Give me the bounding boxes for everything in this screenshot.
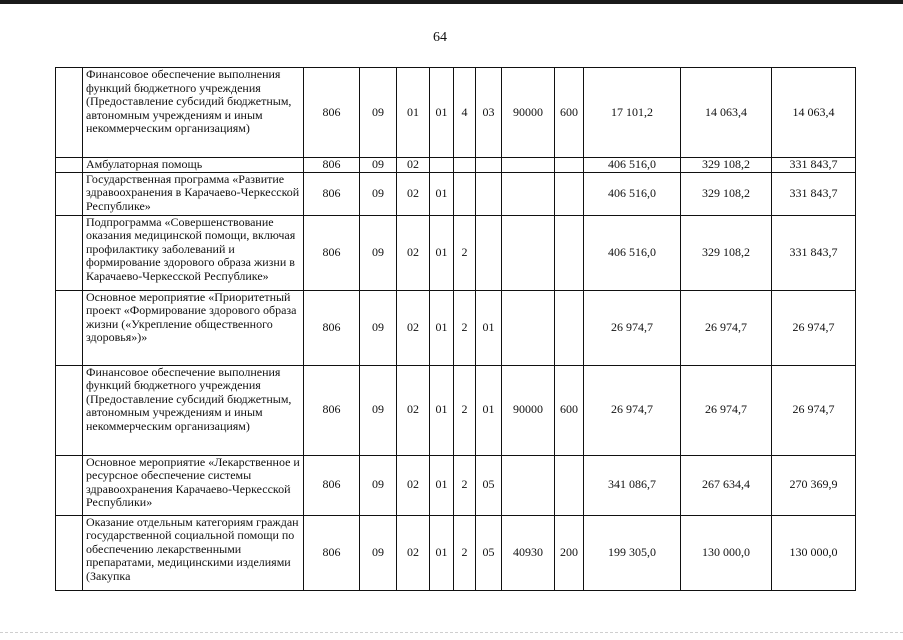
- subprogram-code-cell: 2: [454, 515, 476, 590]
- expense-type-cell: 200: [555, 515, 584, 590]
- direction-code-cell: 90000: [502, 365, 555, 455]
- row-name-cell: Подпрограмма «Совершенствование оказания медицинской помощи, включая профилактику заболеваний и формирование здорового образа жизни в Карачаево-Черкесской Республике»: [83, 215, 304, 290]
- ministry-code-cell: 806: [304, 68, 360, 158]
- row-name-cell: Финансовое обеспечение выполнения функций бюджетного учреждения (Предоставление субсидий бюджетным, автономным учреждениям и иным некоммерческим организациям): [83, 365, 304, 455]
- subsection-code-cell: 02: [397, 215, 430, 290]
- expense-type-cell: [555, 158, 584, 173]
- section-code-cell: 09: [360, 290, 397, 365]
- program-code-cell: 01: [430, 455, 454, 515]
- subsection-code-cell: 02: [397, 290, 430, 365]
- subprogram-code-cell: 2: [454, 290, 476, 365]
- row-number-cell: [56, 158, 83, 173]
- budget-table: [55, 67, 856, 591]
- amount-year-2-cell: 267 634,4: [681, 455, 772, 515]
- amount-year-2-cell: 26 974,7: [681, 365, 772, 455]
- ministry-code-cell: 806: [304, 365, 360, 455]
- row-name-cell: Государственная программа «Развитие здравоохранения в Карачаево-Черкесской Республике»: [83, 172, 304, 215]
- expense-type-cell: [555, 172, 584, 215]
- activity-code-cell: 01: [476, 365, 502, 455]
- activity-code-cell: 03: [476, 68, 502, 158]
- amount-year-2-cell: 26 974,7: [681, 290, 772, 365]
- expense-type-cell: [555, 290, 584, 365]
- program-code-cell: 01: [430, 290, 454, 365]
- row-number-cell: [56, 68, 83, 158]
- row-number-cell: [56, 290, 83, 365]
- amount-year-1-cell: 26 974,7: [584, 290, 681, 365]
- activity-code-cell: [476, 158, 502, 173]
- row-number-cell: [56, 515, 83, 590]
- scan-edge: [0, 632, 903, 634]
- amount-year-1-cell: 26 974,7: [584, 365, 681, 455]
- amount-year-1-cell: 17 101,2: [584, 68, 681, 158]
- amount-year-2-cell: 14 063,4: [681, 68, 772, 158]
- subsection-code-cell: 02: [397, 158, 430, 173]
- section-code-cell: 09: [360, 172, 397, 215]
- row-name-cell: Финансовое обеспечение выполнения функций бюджетного учреждения (Предоставление субсидий бюджетным, автономным учреждениям и иным некоммерческим организациям): [83, 68, 304, 158]
- program-code-cell: 01: [430, 215, 454, 290]
- row-number-cell: [56, 365, 83, 455]
- activity-code-cell: [476, 172, 502, 215]
- section-code-cell: 09: [360, 515, 397, 590]
- amount-year-2-cell: 329 108,2: [681, 158, 772, 173]
- subsection-code-cell: 02: [397, 515, 430, 590]
- top-rule: [0, 0, 903, 4]
- subprogram-code-cell: [454, 158, 476, 173]
- section-code-cell: 09: [360, 68, 397, 158]
- amount-year-3-cell: 331 843,7: [772, 215, 856, 290]
- amount-year-1-cell: 406 516,0: [584, 215, 681, 290]
- direction-code-cell: [502, 290, 555, 365]
- amount-year-1-cell: 406 516,0: [584, 172, 681, 215]
- subprogram-code-cell: 2: [454, 365, 476, 455]
- amount-year-3-cell: 130 000,0: [772, 515, 856, 590]
- amount-year-3-cell: 26 974,7: [772, 290, 856, 365]
- table-row: [56, 215, 856, 290]
- amount-year-3-cell: 331 843,7: [772, 172, 856, 215]
- ministry-code-cell: 806: [304, 455, 360, 515]
- table-row: [56, 172, 856, 215]
- row-name-cell: Основное мероприятие «Лекарственное и ресурсное обеспечение системы здравоохранения Карачаево-Черкесской Республики»: [83, 455, 304, 515]
- program-code-cell: 01: [430, 515, 454, 590]
- row-name-cell: Амбулаторная помощь: [83, 158, 304, 173]
- amount-year-3-cell: 26 974,7: [772, 365, 856, 455]
- program-code-cell: [430, 158, 454, 173]
- program-code-cell: 01: [430, 68, 454, 158]
- expense-type-cell: [555, 215, 584, 290]
- section-code-cell: 09: [360, 215, 397, 290]
- expense-type-cell: 600: [555, 68, 584, 158]
- program-code-cell: 01: [430, 172, 454, 215]
- subsection-code-cell: 02: [397, 172, 430, 215]
- row-name-cell: Основное мероприятие «Приоритетный проект «Формирование здорового образа жизни («Укрепление общественного здоровья»)»: [83, 290, 304, 365]
- expense-type-cell: 600: [555, 365, 584, 455]
- direction-code-cell: [502, 158, 555, 173]
- table-row: [56, 290, 856, 365]
- ministry-code-cell: 806: [304, 158, 360, 173]
- table-row: [56, 515, 856, 590]
- subprogram-code-cell: 4: [454, 68, 476, 158]
- section-code-cell: 09: [360, 455, 397, 515]
- subsection-code-cell: 01: [397, 68, 430, 158]
- direction-code-cell: 90000: [502, 68, 555, 158]
- table-row: [56, 365, 856, 455]
- table-row: [56, 158, 856, 173]
- program-code-cell: 01: [430, 365, 454, 455]
- activity-code-cell: 01: [476, 290, 502, 365]
- amount-year-1-cell: 406 516,0: [584, 158, 681, 173]
- table-row: [56, 455, 856, 515]
- activity-code-cell: 05: [476, 515, 502, 590]
- ministry-code-cell: 806: [304, 515, 360, 590]
- amount-year-2-cell: 329 108,2: [681, 172, 772, 215]
- row-number-cell: [56, 215, 83, 290]
- subsection-code-cell: 02: [397, 455, 430, 515]
- direction-code-cell: 40930: [502, 515, 555, 590]
- activity-code-cell: 05: [476, 455, 502, 515]
- expense-type-cell: [555, 455, 584, 515]
- subprogram-code-cell: 2: [454, 215, 476, 290]
- amount-year-1-cell: 341 086,7: [584, 455, 681, 515]
- amount-year-3-cell: 331 843,7: [772, 158, 856, 173]
- row-number-cell: [56, 172, 83, 215]
- direction-code-cell: [502, 455, 555, 515]
- table-row: [56, 68, 856, 158]
- amount-year-3-cell: 270 369,9: [772, 455, 856, 515]
- page-number: 64: [433, 30, 447, 45]
- subprogram-code-cell: 2: [454, 455, 476, 515]
- ministry-code-cell: 806: [304, 172, 360, 215]
- row-name-cell: Оказание отдельным категориям граждан государственной социальной помощи по обеспечению лекарственными препаратами, медицинскими изделиями (Закупка: [83, 515, 304, 590]
- direction-code-cell: [502, 215, 555, 290]
- amount-year-2-cell: 329 108,2: [681, 215, 772, 290]
- amount-year-1-cell: 199 305,0: [584, 515, 681, 590]
- ministry-code-cell: 806: [304, 290, 360, 365]
- section-code-cell: 09: [360, 365, 397, 455]
- subprogram-code-cell: [454, 172, 476, 215]
- amount-year-3-cell: 14 063,4: [772, 68, 856, 158]
- amount-year-2-cell: 130 000,0: [681, 515, 772, 590]
- direction-code-cell: [502, 172, 555, 215]
- row-number-cell: [56, 455, 83, 515]
- section-code-cell: 09: [360, 158, 397, 173]
- activity-code-cell: [476, 215, 502, 290]
- subsection-code-cell: 02: [397, 365, 430, 455]
- ministry-code-cell: 806: [304, 215, 360, 290]
- table-body: [56, 68, 856, 591]
